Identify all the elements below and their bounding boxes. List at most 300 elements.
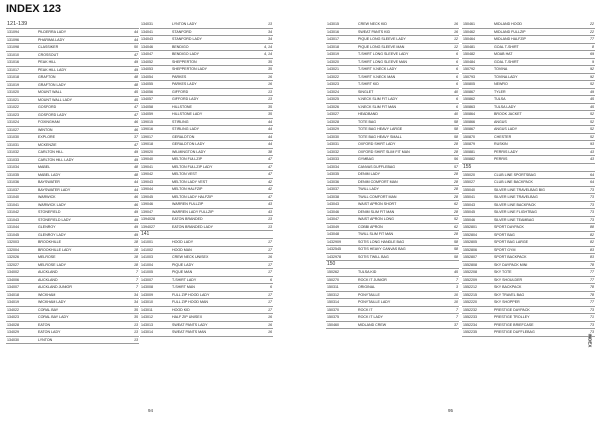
index-name: PONYTAILLE (357, 291, 435, 299)
index-code: 155040 (462, 186, 493, 194)
index-row (140, 156, 273, 164)
index-code: 131042 (6, 209, 37, 217)
index-name: MIDLAND HOOD (493, 21, 571, 28)
index-code: 134019 (6, 299, 37, 307)
index-page: 62 (435, 201, 459, 209)
index-code: 1552220 (462, 299, 493, 307)
index-name: STANFORD LADY (171, 36, 249, 44)
index-page: 13 (249, 88, 273, 96)
index-name (357, 261, 435, 269)
index-name (493, 163, 571, 171)
index-name: EXPLORE (37, 134, 115, 142)
index-name: PRESTIGE BRIEFCASE (493, 321, 571, 329)
index-code: 134030 (6, 336, 37, 344)
index-code: 143018 (326, 43, 357, 51)
index-name: STIRLING (171, 118, 249, 126)
index-name: LYNTON LADY (171, 21, 249, 28)
index-row (326, 133, 459, 141)
index-code: 150262 (326, 269, 357, 277)
index-page: 7 (435, 314, 459, 322)
index-row (140, 329, 273, 337)
index-page: 49 (571, 88, 595, 96)
index-row (326, 73, 459, 81)
index-row (462, 284, 595, 292)
index-code: 1552233 (462, 314, 493, 322)
index-page: 13 (249, 216, 273, 224)
index-name: MELTON LADY VEST (171, 178, 249, 186)
index-row (6, 284, 139, 292)
index-row (326, 314, 459, 322)
index-name: PERRIS LADY (493, 148, 571, 156)
index-page: 58 (435, 238, 459, 246)
index-page: 22 (571, 21, 595, 28)
index-page: 4, 14 (249, 43, 273, 51)
index-row (462, 186, 595, 194)
index-page: 17 (249, 269, 273, 277)
index-page: 49 (115, 66, 139, 74)
index-row (140, 73, 273, 81)
index-page: 57 (435, 163, 459, 171)
index-page: 7 (435, 276, 459, 284)
index-page: 18 (115, 254, 139, 262)
index-code: 1552801 (462, 224, 493, 232)
index-page: 44 (249, 133, 273, 141)
index-page: 69 (571, 51, 595, 59)
index-code: 1552212 (462, 284, 493, 292)
index-name: SPORT DAYPACK (493, 224, 571, 232)
index-row (326, 51, 459, 59)
index-page: 7 (115, 276, 139, 284)
index-row (462, 66, 595, 74)
index-name: TULSA (493, 96, 571, 104)
index-name: MELTON FULLZIP (171, 156, 249, 164)
index-page: 58 (435, 246, 459, 254)
index-code: 150375 (326, 314, 357, 322)
index-row (462, 276, 595, 284)
index-code: 1432978 (326, 253, 357, 261)
index-name: STONEFIELD (37, 209, 115, 217)
index-row (462, 21, 595, 28)
index-code: 134018 (6, 291, 37, 299)
index-row (326, 156, 459, 164)
index-row (6, 156, 139, 164)
index-code: 132026 (6, 254, 37, 262)
index-name: OXFORD SHIRT SLIM FIT MAN (357, 148, 435, 156)
index-code: 150879 (462, 141, 493, 149)
index-code: 150864 (462, 111, 493, 119)
index-row (6, 194, 139, 202)
index-row (140, 178, 273, 186)
index-row (326, 186, 459, 194)
index-name: DENIM COMFORT MAN (357, 178, 435, 186)
index-page: 17 (249, 261, 273, 269)
index-name: HALF ZIP UNISEX (171, 314, 249, 322)
index-name: EATON LADY (37, 329, 115, 337)
index-page: 73 (571, 306, 595, 314)
index-page: 73 (571, 194, 595, 202)
index-name: BAYSWATER LADY (37, 186, 115, 194)
index-page: 6 (435, 103, 459, 111)
index-row (140, 299, 273, 307)
index-page: 6 (435, 51, 459, 59)
index-row (6, 269, 139, 277)
index-page: 64 (571, 171, 595, 179)
index-row (462, 321, 595, 329)
index-name: WARREN LADY FULLZIP (171, 208, 249, 216)
index-code: 1552215 (462, 291, 493, 299)
index-name: PHARIMA LADY (37, 36, 115, 44)
index-row (6, 186, 139, 194)
index-code: 143035 (326, 171, 357, 179)
index-name: BROOK JACKET (493, 111, 571, 119)
index-row (140, 321, 273, 329)
index-name: TOTE BAG (357, 118, 435, 126)
index-name: WARREN FULLZIP (171, 201, 249, 209)
index-name: SILVER LINE TRAVELBAG (493, 194, 571, 202)
index-column-1 (6, 21, 139, 344)
index-row (6, 216, 139, 224)
index-code: 134057 (140, 96, 171, 104)
index-page: 42 (249, 186, 273, 194)
index-row (6, 21, 139, 29)
index-name: SKY DAYPACK MINI (493, 261, 571, 269)
index-name: EATON BRANDED LADY (171, 223, 249, 231)
index-code: 131018 (6, 74, 37, 82)
index-code: 150881 (462, 148, 493, 156)
index-code: 150870 (462, 133, 493, 141)
index-page: 44 (249, 118, 273, 126)
index-page: 28 (435, 186, 459, 194)
index-page: 6 (435, 81, 459, 89)
index-page: 49 (115, 224, 139, 232)
index-page: 48 (115, 74, 139, 82)
index-row (140, 201, 273, 209)
index-code: 150460 (326, 321, 357, 329)
index-page: 40 (435, 88, 459, 96)
index-name: HEADBAND (357, 111, 435, 119)
index-code: 1552805 (462, 239, 493, 247)
index-name: TYLER (493, 88, 571, 96)
index-name: OXFORD SHIRT LADY (357, 141, 435, 149)
index-name: RUSKIN (493, 141, 571, 149)
index-code: 143014 (140, 329, 171, 337)
index-code: 143015 (326, 21, 357, 28)
index-page: 34 (249, 28, 273, 36)
index-page: 13 (115, 336, 139, 344)
index-code: 131033 (6, 156, 37, 164)
index-page: 3 (435, 284, 459, 292)
index-code: 150867 (462, 88, 493, 96)
index-row (6, 164, 139, 172)
index-row (6, 59, 139, 67)
index-page: 49 (115, 149, 139, 157)
index-page: 52 (571, 81, 595, 89)
index-page: 7 (115, 269, 139, 277)
index-row (140, 111, 273, 119)
index-code: 131023 (6, 111, 37, 119)
index-code: 150805 (462, 81, 493, 89)
index-name: EATON BRANDED (171, 216, 249, 224)
index-row (140, 261, 273, 269)
index-page: 47 (115, 111, 139, 119)
index-name: SKY SHOULDER (493, 276, 571, 284)
index-row (140, 81, 273, 89)
index-row (140, 269, 273, 277)
index-code: 150462 (462, 28, 493, 36)
index-row (140, 21, 273, 28)
index-page: 49 (115, 216, 139, 224)
index-name: TOTE BAG HEAVY SMALL (357, 133, 435, 141)
index-row (140, 306, 273, 314)
index-row (6, 291, 139, 299)
index-name: SPORT GYM (493, 246, 571, 254)
index-page: 35 (249, 103, 273, 111)
index-name: WICKHAM (37, 291, 115, 299)
index-page: 77 (571, 276, 595, 284)
index-code: 139015 (140, 118, 171, 126)
index-name: PIQUE LADY (171, 261, 249, 269)
index-code: 141003 (140, 254, 171, 262)
index-page: 83 (571, 254, 595, 262)
index-page: 35 (115, 306, 139, 314)
index-name: CLUB LINE BACKPACK (493, 179, 571, 187)
index-name: TOVINA LADY (493, 73, 571, 81)
index-page: 7 (115, 284, 139, 292)
index-page: 28 (435, 193, 459, 201)
index-row (326, 216, 459, 224)
index-page: 37 (435, 321, 459, 329)
index-name: TOVINA (493, 66, 571, 74)
index-name: TULSA LADY (493, 103, 571, 111)
index-code: 131098 (6, 44, 37, 52)
index-name: MIDLAND HALFZIP (493, 36, 571, 44)
index-page: 73 (571, 209, 595, 217)
index-row (326, 208, 459, 216)
index-name: NEWRO (493, 81, 571, 89)
index-code: 139016 (140, 126, 171, 134)
index-name: MABEL LADY (37, 171, 115, 179)
index-row (462, 329, 595, 337)
index-row (6, 66, 139, 74)
index-code: 131019 (6, 81, 37, 89)
index-code: 131010 (6, 51, 37, 59)
index-name: ANGUS (493, 118, 571, 126)
index-code: 143009 (140, 291, 171, 299)
index-row (462, 58, 595, 66)
index-code: 139018 (140, 141, 171, 149)
index-code: 1552209 (462, 276, 493, 284)
index-code: 141001 (140, 239, 171, 247)
index-page: 82 (571, 231, 595, 239)
index-name: GERALDTON LADY (171, 141, 249, 149)
index-code: 143046 (326, 208, 357, 216)
index-code: 143047 (326, 216, 357, 224)
index-row (462, 201, 595, 209)
index-page: 44 (115, 186, 139, 194)
index-code: 143025 (326, 96, 357, 104)
index-page: 6 (435, 96, 459, 104)
index-row (140, 246, 273, 254)
index-code: 1552807 (462, 254, 493, 262)
index-name: SINGLET (357, 88, 435, 96)
index-row (462, 291, 595, 299)
index-row (462, 246, 595, 254)
index-name: MCKENZIE (37, 141, 115, 149)
index-code: 143030 (326, 133, 357, 141)
index-page: 47 (115, 141, 139, 149)
index-name: SWEAT PANTS KID (357, 28, 435, 36)
index-row (140, 171, 273, 179)
index-code: 155 (462, 163, 493, 171)
index-row (140, 133, 273, 141)
index-page: 37 (115, 134, 139, 142)
index-name: TWILL SLIM FIT MAN (357, 231, 435, 239)
index-code: 131043 (6, 216, 37, 224)
index-name: PARKES LADY (171, 81, 249, 89)
index-code: 134047 (140, 51, 171, 59)
index-code: 143034 (326, 163, 357, 171)
index-code: 131094 (6, 29, 37, 37)
index-page: 71 (571, 314, 595, 322)
index-page: 28 (435, 141, 459, 149)
index-name: SPORT BACKPACK (493, 254, 571, 262)
index-code: 131036 (6, 179, 37, 187)
index-page: 77 (571, 36, 595, 44)
index-name: CREW NECK KID (357, 21, 435, 28)
index-page: 16 (249, 329, 273, 337)
index-page: 44 (115, 29, 139, 37)
index-row (462, 73, 595, 81)
index-row (140, 254, 273, 262)
index-page: 34 (115, 299, 139, 307)
index-code: 150484 (462, 58, 493, 66)
index-row (326, 178, 459, 186)
index-row (6, 104, 139, 112)
index-name: CHESTER (493, 133, 571, 141)
index-row (326, 223, 459, 231)
index-code: 131017 (6, 66, 37, 74)
index-page: 10 (435, 299, 459, 307)
index-name: T-SHIRT MAN (171, 284, 249, 292)
index-code: 134055 (140, 81, 171, 89)
index-code: 150 (326, 261, 357, 269)
index-row (140, 103, 273, 111)
index-page: 46 (115, 126, 139, 134)
index-name (37, 21, 115, 29)
index-row (326, 201, 459, 209)
index-page: 43 (571, 156, 595, 164)
index-name: CORAL BAY LADY (37, 314, 115, 322)
index-name: SOTIS LONG HANDLE BAG (357, 238, 435, 246)
index-page: 47 (249, 193, 273, 201)
index-code: 1552806 (462, 246, 493, 254)
index-code: 150863 (462, 103, 493, 111)
index-page: 35 (115, 314, 139, 322)
index-page: 16 (249, 81, 273, 89)
index-code: 131045 (6, 231, 37, 239)
index-row (140, 66, 273, 74)
index-name: SKY BACKPACK (493, 284, 571, 292)
index-code: 143026 (326, 103, 357, 111)
index-code: 131027 (6, 126, 37, 134)
index-row (462, 254, 595, 262)
index-row (462, 96, 595, 104)
index-code: 150882 (462, 156, 493, 164)
index-row (140, 58, 273, 66)
index-row (326, 111, 459, 119)
index-code: 155041 (462, 194, 493, 202)
index-page: 52 (435, 216, 459, 224)
index-name: MIDLAND FULLZIP (493, 28, 571, 36)
index-page: 18 (115, 261, 139, 269)
index-row (6, 336, 139, 344)
index-code: 131032 (6, 149, 37, 157)
index-code: 155043 (462, 201, 493, 209)
index-name: STONEFIELD LADY (37, 216, 115, 224)
index-code: 143043 (326, 201, 357, 209)
index-page: 73 (571, 329, 595, 337)
index-row (462, 224, 595, 232)
index-code: 150314 (326, 299, 357, 307)
index-name: GIFFORD LADY (171, 96, 249, 104)
index-code: 134031 (140, 21, 171, 28)
index-code: 132004 (6, 246, 37, 254)
index-row (6, 239, 139, 247)
index-page: 78 (571, 284, 595, 292)
index-name: PRESTIGE DUFFLEBAG (493, 329, 571, 337)
index-row (326, 81, 459, 89)
index-code: 143008 (140, 284, 171, 292)
index-row (326, 299, 459, 307)
index-code: 131041 (6, 201, 37, 209)
index-code: 143048 (326, 231, 357, 239)
index-row (326, 321, 459, 329)
index-code: 150481 (462, 43, 493, 51)
index-name: WILMINGTON LADY (171, 148, 249, 156)
index-page: 40 (435, 111, 459, 119)
index-page: 93 (571, 141, 595, 149)
index-name: MELTON HALFZIP (171, 186, 249, 194)
index-code: 143049 (326, 223, 357, 231)
index-page: 52 (571, 111, 595, 119)
index-page: 44 (249, 126, 273, 134)
index-page: 92 (571, 66, 595, 74)
index-code: 134028 (6, 321, 37, 329)
index-name: BENDIGO LADY (171, 51, 249, 59)
index-row (462, 141, 595, 149)
index-name: CREW NECK UNISEX (171, 254, 249, 262)
index-code: 134002 (6, 269, 37, 277)
index-name: CANVAS DUFFLEBAG (357, 163, 435, 171)
index-page: 4, 14 (249, 51, 273, 59)
index-code: 150793 (462, 73, 493, 81)
index-name: CROSSOUT (37, 51, 115, 59)
index-name: CORAL BAY (37, 306, 115, 314)
index-page: 13 (249, 96, 273, 104)
index-code: 150370 (326, 306, 357, 314)
index-page: 62 (435, 223, 459, 231)
index-code: 131016 (6, 59, 37, 67)
index-name: V-NECK SLIM FIT LADY (357, 96, 435, 104)
index-page: 28 (435, 231, 459, 239)
index-row (140, 118, 273, 126)
index-row (326, 43, 459, 51)
index-name: ORIGINAL (357, 284, 435, 292)
index-name: CLUB LINE SPORTSBAG (493, 171, 571, 179)
index-row (140, 43, 273, 51)
index-page: 6 (435, 58, 459, 66)
index-name: FULL ZIP HOOD LADY (171, 291, 249, 299)
